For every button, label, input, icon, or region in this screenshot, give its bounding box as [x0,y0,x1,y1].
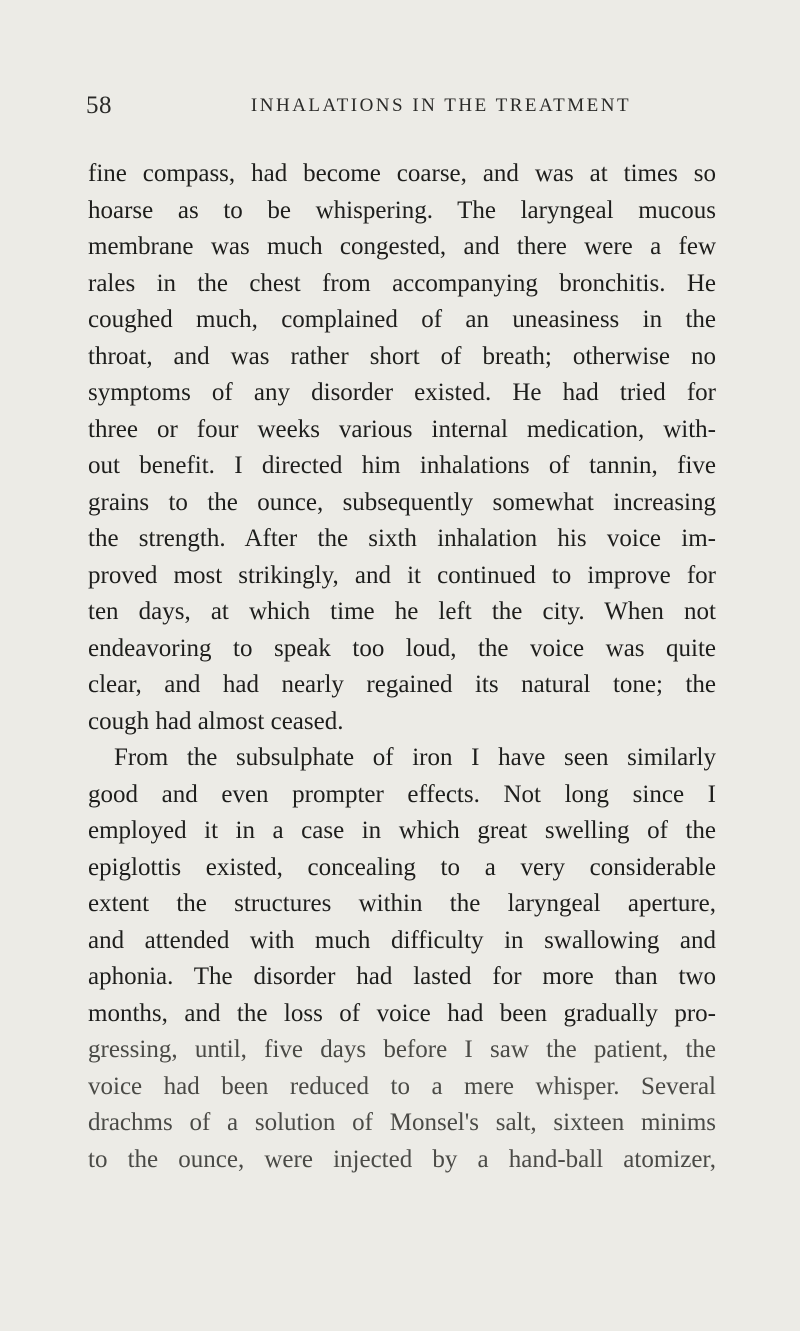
body-text [88,156,716,1178]
text-line: ten days, at which time he left the city. When not [88,598,716,625]
text-line: to the ounce, were injected by a hand-ball atomizer, [88,1145,716,1173]
text-line: membrane was much congested, and there were a few [88,233,716,260]
text-line: voice had been reduced to a mere whisper. Several [88,1072,716,1100]
running-head [86,92,716,122]
text-line: out benefit. I directed him inhalations of tannin, five [88,452,716,479]
text-line: gressing, until, five days before I saw the patient, the [88,1036,716,1063]
text-line: the strength. After the sixth inhalation his voice im- [88,525,716,552]
running-head-title: INHALATIONS IN THE TREATMENT [250,95,632,116]
text-line: throat, and was rather short of breath; otherwise no [88,342,716,370]
page-number: 58 [86,92,112,119]
text-line: From the subsulphate of iron I have seen similarly [114,744,716,771]
text-line: rales in the chest from accompanying bronchitis. He [88,269,716,297]
text-line: clear, and had nearly regained its natural tone; the [88,671,716,698]
text-line: good and even prompter effects. Not long since I [88,780,716,808]
text-line: endeavoring to speak too loud, the voice was quite [88,634,716,662]
text-line: cough had almost ceased. [88,707,344,735]
text-line: months, and the loss of voice had been gradually pro- [88,999,716,1027]
paragraph-2 [88,740,716,1178]
text-line: three or four weeks various internal medication, with- [88,415,716,443]
text-line: coughed much, complained of an uneasiness in the [88,306,716,333]
text-line: extent the structures within the laryngeal aperture, [88,890,716,917]
text-line: drachms of a solution of Monsel's salt, sixteen minims [88,1109,716,1136]
paragraph-1 [88,156,716,740]
text-line: symptoms of any disorder existed. He had tried for [88,379,716,406]
text-line: and attended with much difficulty in swallowing and [88,926,716,954]
text-line: grains to the ounce, subsequently somewhat increasing [88,488,716,516]
text-line: fine compass, had become coarse, and was at times so [88,160,716,187]
text-line: hoarse as to be whispering. The laryngeal mucous [88,196,716,224]
text-line: aphonia. The disorder had lasted for more than two [88,963,716,990]
text-line: epiglottis existed, concealing to a very considerable [88,853,716,881]
text-line: employed it in a case in which great swelling of the [88,817,716,844]
text-line: proved most strikingly, and it continued to improve for [88,561,716,589]
